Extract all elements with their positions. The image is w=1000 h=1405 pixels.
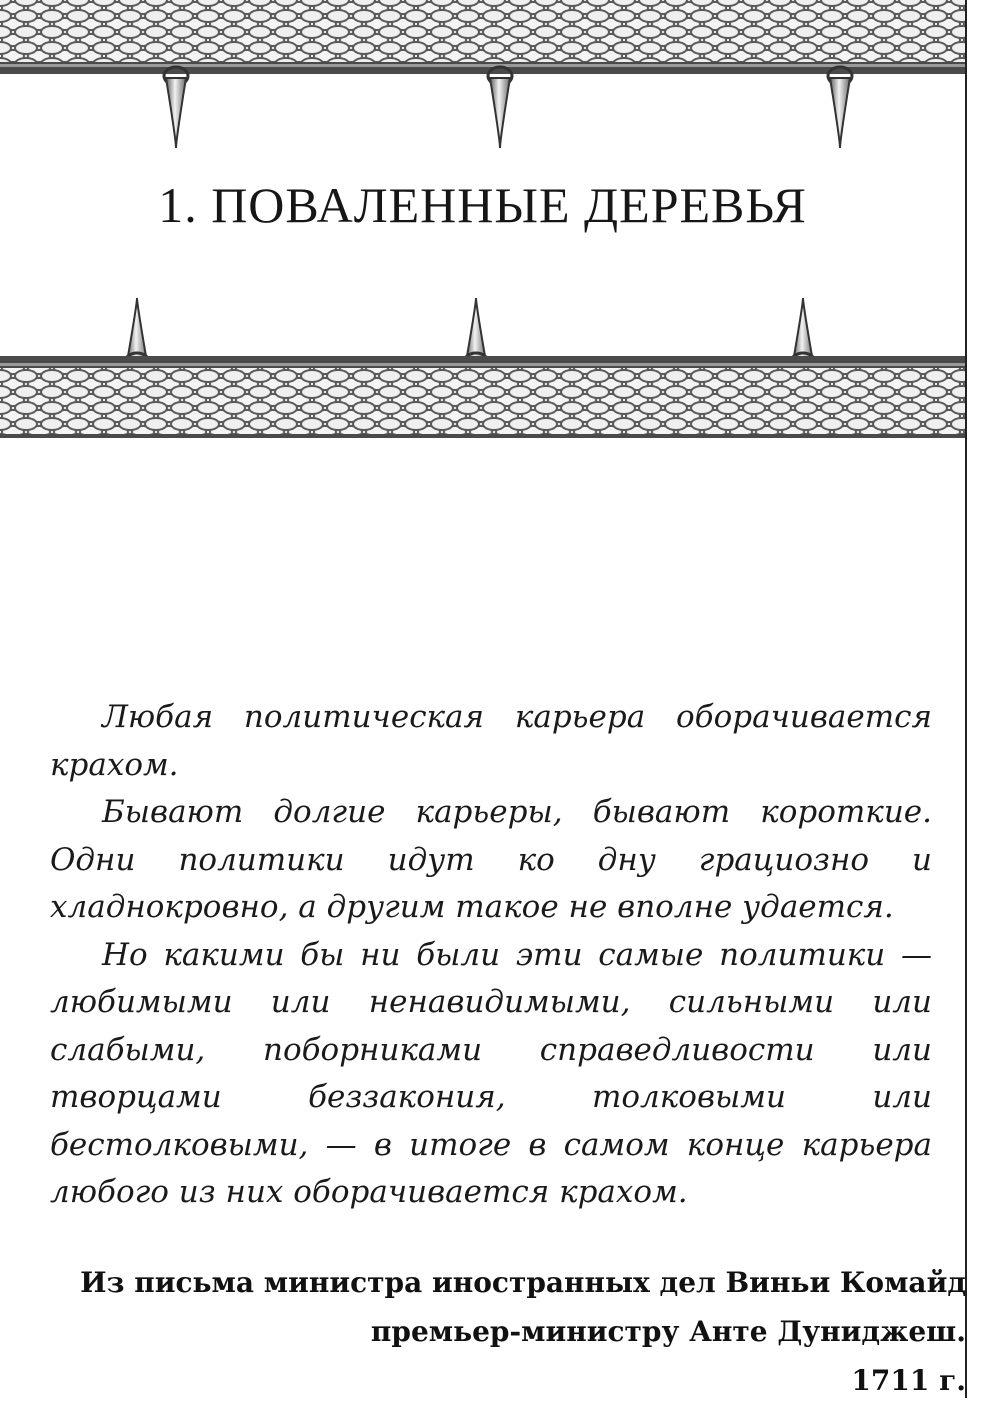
bottom-ornament-band <box>0 296 965 442</box>
epigraph-attribution <box>36 1258 966 1405</box>
snakeskin-band-icon <box>0 0 965 150</box>
epigraph-paragraph: Любая политическая карьера оборачивается крахом. <box>50 699 932 783</box>
attribution-line: Из письма министра иностранных дел Виньи Комайд <box>80 1266 966 1299</box>
snakeskin-band-icon <box>0 296 965 442</box>
chapter-title: 1. ПОВАЛЕННЫЕ ДЕРЕВЬЯ <box>158 177 807 233</box>
epigraph-paragraph: Но какими бы ни были эти самые политики — любимыми или ненавидимыми, сильными или слабыми, поборниками справедливости или творцами беззакония, толковыми или бестолковыми, — в итоге в самом конце карьера любого из них оборачивается крахом. <box>50 936 932 1210</box>
top-ornament-band <box>0 0 965 150</box>
attribution-line: премьер-министру Анте Дуниджеш. <box>370 1315 966 1348</box>
epigraph <box>50 694 932 1217</box>
epigraph-paragraph: Бывают долгие карьеры, бывают короткие. Одни политики идут ко дну грациозно и хладнокровно, а другим такое не вполне удается. <box>50 794 932 925</box>
spike-icon <box>828 67 852 148</box>
spike-icon <box>488 67 512 148</box>
spike-icon <box>164 67 188 148</box>
attribution-date: 1711 г. <box>851 1364 966 1397</box>
